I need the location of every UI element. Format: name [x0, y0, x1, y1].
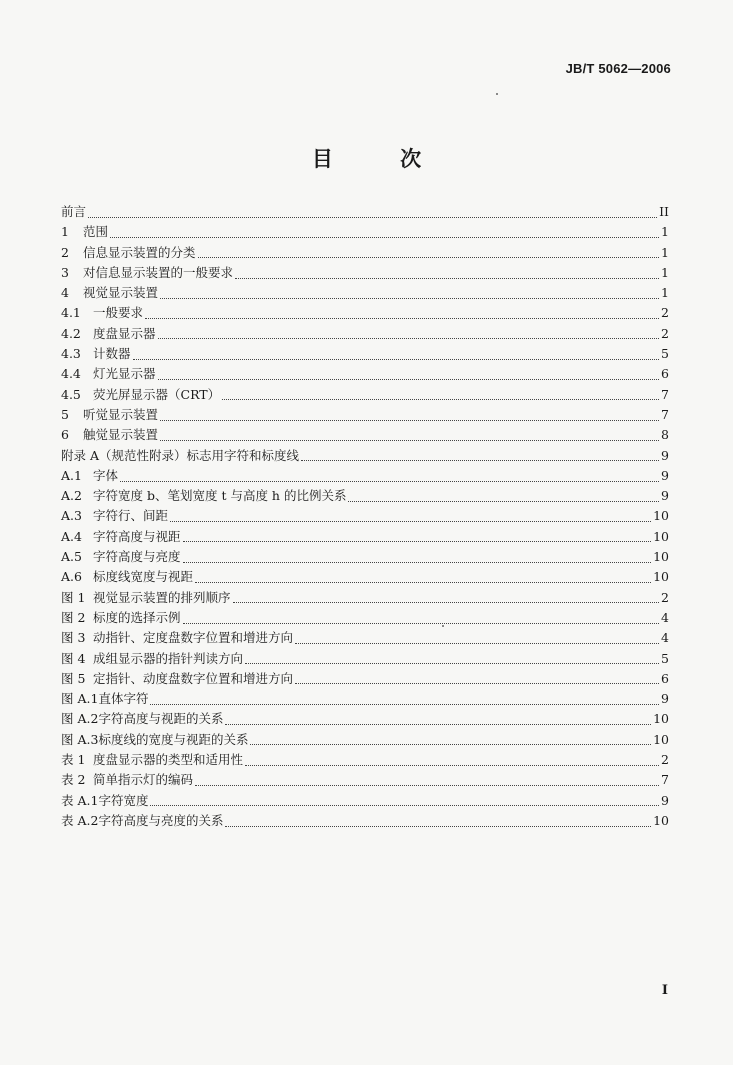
toc-entry-title: 附录 A（规范性附录）标志用字符和标度线: [61, 447, 300, 463]
toc-entry-number: 表 A.2: [61, 812, 99, 828]
toc-entry-title: 字体: [93, 467, 119, 483]
toc-entry-title: 触觉显示装置: [83, 427, 159, 443]
toc-entry-number: A.4: [61, 528, 82, 544]
toc-entry[interactable]: [61, 263, 669, 283]
toc-entry-page: 10: [653, 508, 669, 524]
toc-entry-title: 计数器: [93, 346, 131, 362]
toc-entry[interactable]: [61, 649, 669, 669]
toc-dot-leader: [145, 318, 659, 319]
scan-speck: [496, 93, 498, 95]
toc-entry-label: [61, 385, 220, 405]
toc-entry-number: 4.3: [61, 346, 81, 362]
toc-entry-number: 4.5: [61, 386, 81, 402]
toc-entry-title: 成组显示器的指针判读方向: [93, 650, 244, 666]
toc-entry-title: 字符高度与视距: [93, 528, 181, 544]
toc-entry-label: [61, 608, 181, 628]
toc-dot-leader: [250, 744, 651, 745]
toc-entry-title: 定指针、动度盘数字位置和增进方向: [93, 670, 294, 686]
toc-entry-title: 听觉显示装置: [83, 406, 159, 422]
toc-entry-label: [61, 588, 231, 608]
toc-entry-number: A.1: [61, 467, 82, 483]
toc-entry-number: A.3: [61, 508, 82, 524]
toc-dot-leader: [158, 338, 659, 339]
toc-entry-label: [61, 750, 243, 770]
toc-entry-page: 10: [653, 711, 669, 727]
toc-entry-number: 图 3: [61, 630, 86, 646]
toc-entry-title: 直体字符: [98, 691, 149, 707]
toc-dot-leader: [183, 562, 652, 563]
toc-entry-page: 9: [661, 467, 669, 483]
toc-dot-leader: [225, 826, 651, 827]
toc-entry-label: [61, 446, 299, 466]
toc-entry-number: 图 A.1: [61, 691, 99, 707]
toc-entry-label: [61, 669, 293, 689]
toc-entry-label: [61, 303, 143, 323]
toc-entry-title: 灯光显示器: [93, 366, 156, 382]
toc-entry[interactable]: [61, 344, 669, 364]
toc-entry-page: 9: [661, 447, 669, 463]
toc-entry-label: [61, 811, 223, 831]
toc-entry-page: 10: [653, 528, 669, 544]
toc-entry-title: 标度线宽度与视距: [93, 569, 194, 585]
toc-entry-page: 6: [661, 366, 669, 382]
toc-entry-title: 信息显示装置的分类: [83, 244, 196, 260]
toc-entry-page: 2: [661, 752, 669, 768]
toc-entry[interactable]: [61, 425, 669, 445]
toc-dot-leader: [348, 501, 659, 502]
toc-entry-number: 表 1: [61, 752, 86, 768]
toc-entry[interactable]: [61, 243, 669, 263]
toc-entry[interactable]: [61, 791, 669, 811]
toc-entry-title: 视觉显示装置: [83, 285, 159, 301]
toc-entry-title: 度盘显示器的类型和适用性: [93, 752, 244, 768]
toc-entry-page: II: [659, 204, 669, 219]
toc-entry-label: [61, 770, 193, 790]
toc-entry-page: 2: [661, 305, 669, 321]
toc-dot-leader: [158, 379, 659, 380]
document-code: JB/T 5062—2006: [565, 61, 671, 76]
toc-dot-leader: [160, 298, 659, 299]
toc-entry[interactable]: [61, 628, 669, 648]
toc-dot-leader: [198, 257, 659, 258]
toc-entry-page: 5: [661, 346, 669, 362]
toc-dot-leader: [150, 805, 659, 806]
toc-entry[interactable]: [61, 324, 669, 344]
toc-entry-number: A.2: [61, 488, 82, 504]
toc-entry-number: A.6: [61, 569, 82, 585]
toc-dot-leader: [160, 420, 659, 421]
toc-entry-label: [61, 506, 168, 526]
toc-entry-page: 4: [661, 609, 669, 625]
toc-entry-label: [61, 730, 248, 750]
toc-entry-page: 10: [653, 549, 669, 565]
toc-entry-title: 简单指示灯的编码: [93, 772, 194, 788]
toc-dot-leader: [110, 237, 659, 238]
toc-entry-label: [61, 425, 158, 445]
toc-entry-page: 1: [661, 244, 669, 260]
toc-entry-title: 荧光屏显示器（CRT）: [93, 386, 221, 402]
toc-entry-label: [61, 243, 196, 263]
toc-entry-page: 9: [661, 691, 669, 707]
toc-entry-label: [61, 527, 181, 547]
toc-entry[interactable]: [61, 567, 669, 587]
toc-entry-number: 4.2: [61, 325, 81, 341]
toc-entry[interactable]: [61, 446, 669, 466]
toc-dot-leader: [183, 541, 652, 542]
toc-entry[interactable]: [61, 689, 669, 709]
toc-entry[interactable]: [61, 202, 669, 222]
toc-dot-leader: [120, 481, 659, 482]
toc-entry-title: 前言: [61, 204, 87, 219]
toc-entry-label: [61, 344, 131, 364]
toc-entry-number: 4: [61, 285, 69, 301]
toc-dot-leader: [295, 643, 659, 644]
toc-entry[interactable]: [61, 547, 669, 567]
toc-entry-number: 图 1: [61, 589, 86, 605]
toc-entry-title: 度盘显示器: [93, 325, 156, 341]
toc-entry-title: 一般要求: [93, 305, 144, 321]
toc-dot-leader: [88, 217, 657, 218]
toc-entry[interactable]: [61, 506, 669, 526]
toc-entry-page: 10: [653, 812, 669, 828]
toc-entry-page: 9: [661, 792, 669, 808]
toc-dot-leader: [133, 359, 659, 360]
toc-entry-title: 对信息显示装置的一般要求: [83, 264, 234, 280]
page-title: 目 次: [311, 146, 452, 171]
toc-dot-leader: [225, 724, 651, 725]
toc-entry-title: 标度线的宽度与视距的关系: [98, 731, 249, 747]
toc-entry[interactable]: [61, 486, 669, 506]
toc-entry-page: 6: [661, 670, 669, 686]
toc-entry-label: [61, 263, 233, 283]
toc-entry-label: [61, 405, 158, 425]
toc-dot-leader: [150, 704, 659, 705]
toc-dot-leader: [170, 521, 651, 522]
toc-dot-leader: [222, 399, 659, 400]
toc-entry-title: 字符高度与亮度: [93, 549, 181, 565]
toc-entry-number: 图 4: [61, 650, 86, 666]
toc-entry[interactable]: [61, 303, 669, 323]
toc-entry-page: 7: [661, 406, 669, 422]
toc-entry-number: 表 A.1: [61, 792, 99, 808]
toc-entry-title: 字符宽度 b、笔划宽度 t 与高度 h 的比例关系: [93, 488, 347, 504]
toc-entry-number: 表 2: [61, 772, 86, 788]
toc-entry-label: [61, 283, 158, 303]
toc-entry[interactable]: [61, 283, 669, 303]
toc-entry-number: 3: [61, 264, 69, 280]
toc-dot-leader: [245, 663, 659, 664]
toc-entry-number: 图 5: [61, 670, 86, 686]
toc-entry-number: 4.1: [61, 305, 81, 321]
toc-entry[interactable]: [61, 669, 669, 689]
toc-entry[interactable]: [61, 709, 669, 729]
toc-entry-page: 9: [661, 488, 669, 504]
toc-dot-leader: [295, 683, 659, 684]
toc-entry-title: 字符宽度: [98, 792, 149, 808]
toc-entry-page: 8: [661, 427, 669, 443]
toc-entry-number: 图 A.2: [61, 711, 99, 727]
toc-entry-label: [61, 709, 223, 729]
toc-entry[interactable]: [61, 750, 669, 770]
toc-entry-number: 图 A.3: [61, 731, 99, 747]
toc-entry[interactable]: [61, 527, 669, 547]
toc-entry-title: 范围: [83, 224, 109, 240]
toc-entry-label: [61, 364, 156, 384]
toc-dot-leader: [195, 582, 651, 583]
toc-dot-leader: [195, 785, 659, 786]
toc-entry-label: [61, 466, 118, 486]
toc-entry-page: 1: [661, 285, 669, 301]
toc-entry-title: 视觉显示装置的排列顺序: [93, 589, 231, 605]
toc-entry-page: 5: [661, 650, 669, 666]
toc-entry-page: 2: [661, 325, 669, 341]
toc-entry-label: [61, 628, 293, 648]
toc-entry-page: 1: [661, 224, 669, 240]
toc-entry-label: [61, 547, 181, 567]
toc-entry-label: [61, 567, 193, 587]
toc-entry-number: 1: [61, 224, 69, 240]
toc-entry[interactable]: [61, 405, 669, 425]
toc-entry-number: 图 2: [61, 609, 86, 625]
toc-entry-title: 动指针、定度盘数字位置和增进方向: [93, 630, 294, 646]
toc-entry-label: [61, 791, 148, 811]
toc-dot-leader: [235, 278, 659, 279]
toc-entry[interactable]: [61, 385, 669, 405]
toc-entry-page: 10: [653, 731, 669, 747]
toc-entry-page: 4: [661, 630, 669, 646]
toc-entry[interactable]: [61, 730, 669, 750]
toc-entry-page: 7: [661, 386, 669, 402]
toc-entry-label: [61, 689, 148, 709]
toc-entry-number: 4.4: [61, 366, 81, 382]
toc-entry-page: 2: [661, 589, 669, 605]
toc-entry-page: 1: [661, 264, 669, 280]
toc-entry[interactable]: [61, 466, 669, 486]
toc-dot-leader: [183, 623, 659, 624]
toc-entry[interactable]: [61, 588, 669, 608]
toc-entry[interactable]: [61, 770, 669, 790]
toc-entry-title: 字符高度与视距的关系: [98, 711, 224, 727]
toc-entry-number: A.5: [61, 549, 82, 565]
toc-dot-leader: [245, 765, 659, 766]
toc-entry-label: [61, 649, 243, 669]
toc-entry[interactable]: [61, 608, 669, 628]
toc-entry-title: 标度的选择示例: [93, 609, 181, 625]
toc-entry-label: [61, 486, 346, 506]
toc-entry-page: 10: [653, 569, 669, 585]
table-of-contents: [61, 202, 669, 831]
toc-entry-number: 6: [61, 427, 69, 443]
toc-entry-number: 5: [61, 406, 69, 422]
toc-entry-page: 7: [661, 772, 669, 788]
toc-entry-label: [61, 324, 156, 344]
toc-entry[interactable]: [61, 222, 669, 242]
toc-entry-title: 字符高度与亮度的关系: [98, 812, 224, 828]
toc-dot-leader: [233, 602, 659, 603]
toc-dot-leader: [160, 440, 659, 441]
toc-dot-leader: [301, 460, 659, 461]
toc-entry[interactable]: [61, 364, 669, 384]
toc-entry-label: [61, 222, 108, 242]
toc-entry-number: 2: [61, 244, 69, 260]
page-number: I: [661, 983, 668, 998]
toc-entry-label: [61, 202, 86, 222]
toc-entry-title: 字符行、间距: [93, 508, 169, 524]
toc-entry[interactable]: [61, 811, 669, 831]
